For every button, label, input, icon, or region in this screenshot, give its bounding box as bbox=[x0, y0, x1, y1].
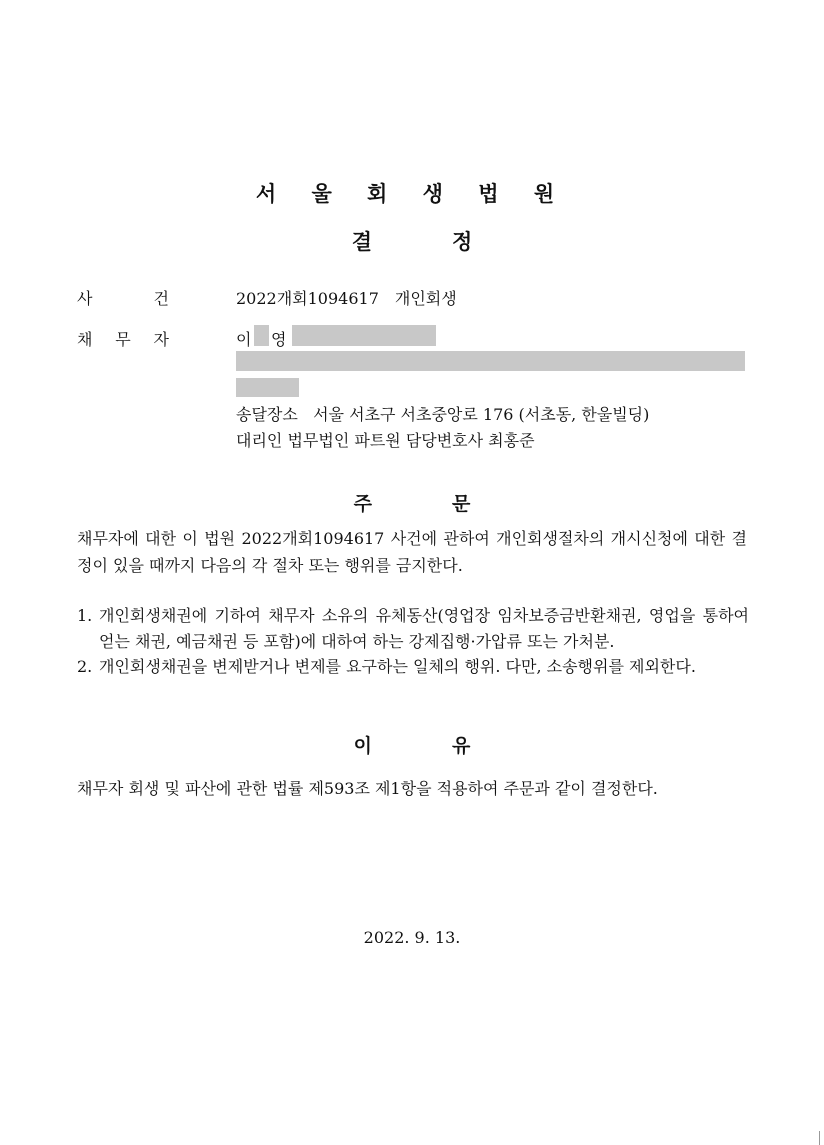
debtor-label bbox=[77, 327, 169, 350]
debtor-label-char-1: 채 bbox=[77, 330, 93, 349]
debtor-name-first: 이 bbox=[236, 330, 252, 349]
order-heading bbox=[0, 489, 824, 516]
legal-agent: 대리인 법무법인 파트원 담당변호사 최홍준 bbox=[236, 431, 535, 450]
case-label bbox=[77, 286, 169, 309]
reason-paragraph: 채무자 회생 및 파산에 관한 법률 제593조 제1항을 적용하여 주문과 같이 결정한다. bbox=[77, 779, 658, 798]
delivery-label: 송달장소 bbox=[236, 405, 298, 424]
redaction-block-id bbox=[292, 325, 436, 346]
debtor-name-last: 영 bbox=[271, 330, 287, 349]
delivery-address-line bbox=[236, 402, 649, 425]
page-edge-mark bbox=[819, 1131, 820, 1145]
debtor-label-char-2: 무 bbox=[115, 330, 131, 349]
court-name: 서 울 회 생 법 원 bbox=[255, 182, 569, 206]
reason-heading-char-1: 이 bbox=[353, 735, 372, 757]
order-intro-paragraph: 채무자에 대한 이 법원 2022개회1094617 사건에 관하여 개인회생절차의 개시신청에 대한 결정이 있을 때까지 다음의 각 절차 또는 행위를 금지한다. bbox=[77, 529, 747, 575]
case-label-char-1: 사 bbox=[77, 289, 93, 308]
reason-heading-char-2: 유 bbox=[452, 735, 471, 757]
order-heading-char-1: 주 bbox=[353, 493, 372, 515]
order-item-text: 개인회생채권을 변제받거나 변제를 요구하는 일체의 행위. 다만, 소송행위를 제외한다. bbox=[99, 657, 696, 676]
decision-date: 2022. 9. 13. bbox=[363, 928, 461, 947]
redaction-block-name bbox=[254, 325, 269, 346]
case-label-char-2: 건 bbox=[153, 289, 169, 308]
delivery-address: 서울 서초구 서초중앙로 176 (서초동, 한울빌딩) bbox=[313, 405, 650, 424]
document-type-title bbox=[0, 226, 824, 256]
reason-heading bbox=[0, 731, 824, 758]
debtor-label-char-3: 자 bbox=[153, 330, 169, 349]
order-item-number: 1. bbox=[77, 606, 93, 625]
case-number: 2022개회1094617 개인회생 bbox=[236, 289, 457, 308]
document-type-char-2: 정 bbox=[452, 230, 473, 254]
document-type-char-1: 결 bbox=[351, 230, 372, 254]
order-item-text: 개인회생채권에 기하여 채무자 소유의 유체동산(영업장 임차보증금반환채권, 영업을 통하여 얻는 채권, 예금채권 등 포함)에 대하여 하는 강제집행·가압류 또는 가처분. bbox=[99, 606, 749, 651]
redaction-block-address-1 bbox=[236, 351, 745, 371]
redaction-block-address-2 bbox=[236, 378, 299, 397]
order-heading-char-2: 문 bbox=[452, 493, 471, 515]
order-item-number: 2. bbox=[77, 657, 93, 676]
